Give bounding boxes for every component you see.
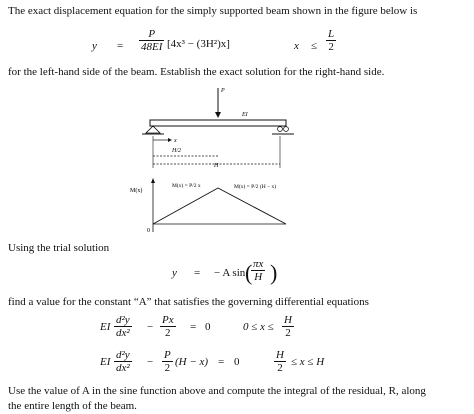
eq1-num: P (148, 28, 156, 40)
x-dim-arrow (168, 138, 172, 142)
eq1-cond-lhs: x (294, 40, 299, 52)
m-axis-arrow (151, 178, 155, 183)
eq2-fraction (251, 258, 265, 283)
gde2-cond-right: ≤ x ≤ H (291, 356, 325, 368)
eq1-den: 48EI (141, 41, 163, 53)
left-moment-label: M(x) = P/2 x (172, 183, 201, 189)
eq2-rhs: − A sin (214, 267, 246, 279)
gde1-den: dx² (116, 327, 130, 339)
m-axis-label: M(x) (130, 188, 143, 194)
eq2-equals: = (194, 267, 201, 279)
ei-label: EI (242, 112, 248, 118)
gde2-paren: (H − x) (175, 356, 209, 368)
origin-label: 0 (147, 228, 150, 234)
load-label: P (221, 88, 225, 94)
eq2-open-paren: ( (245, 260, 253, 285)
gde1-cond: 0 ≤ x ≤ (243, 321, 274, 333)
eq1-fraction (139, 28, 164, 53)
eq1-cond-op: ≤ (311, 40, 318, 52)
gde2-deriv (114, 349, 132, 374)
eq1-cond-num: L (328, 28, 335, 40)
right-moment-label: M(x) = P/2 (H − x) (234, 184, 277, 190)
gde1-cond-den: 2 (282, 326, 294, 339)
gde1-equals: = (190, 321, 197, 333)
gde2-cond-fraction (274, 349, 286, 374)
gde2-fnum: P (164, 349, 171, 361)
intro-text: The exact displacement equation for the simply supported beam shown in the figure below is (8, 5, 418, 17)
gde2-den: dx² (116, 362, 130, 374)
moment-curve (153, 188, 286, 224)
lhs-rhs-text: for the left-hand side of the beam. Establish the exact solution for the right-hand side. (8, 66, 385, 78)
gde1-deriv (114, 314, 132, 339)
eq1-equals: = (117, 40, 124, 52)
integral-text-2: the entire length of the beam. (8, 400, 137, 412)
gde2-fraction (162, 349, 173, 374)
left-support (146, 126, 160, 133)
gde2-minus: − (147, 356, 154, 368)
eq1-rhs: [4x³ − (3H²)x] (167, 38, 230, 50)
x-label: x (174, 138, 177, 144)
gde1-minus: − (147, 321, 154, 333)
gde1-num: d²y (116, 314, 130, 326)
gde2-cond-num: H (276, 349, 284, 361)
gde1-cond-num: H (284, 314, 292, 326)
right-roller-2 (284, 127, 289, 132)
h-label: H (214, 163, 219, 169)
eq2-den: H (251, 270, 265, 283)
eq1-cond-fraction (326, 28, 336, 53)
integral-text-1: Use the value of A in the sine function above and compute the integral of the residual, R, along (8, 385, 426, 397)
eq1-cond-den: 2 (326, 40, 336, 53)
gde2-zero: 0 (234, 356, 240, 368)
gde2-ei: EI (100, 356, 111, 368)
gde2-cond-den: 2 (274, 361, 286, 374)
eq2-close-paren: ) (270, 260, 278, 285)
gde1-zero: 0 (205, 321, 211, 333)
gde1-cond-fraction (282, 314, 294, 339)
gde2-equals: = (218, 356, 225, 368)
eq2-num: πx (253, 258, 264, 270)
beam-figure (130, 84, 298, 234)
gde1-fden: 2 (160, 326, 176, 339)
constant-text: find a value for the constant “A” that satisfies the governing differential equations (8, 296, 369, 308)
beam-body (150, 120, 286, 126)
gde1-ei: EI (100, 321, 111, 333)
eq1-lhs: y (92, 40, 97, 52)
gde2-fden: 2 (162, 361, 173, 374)
gde1-fnum: Px (162, 314, 174, 326)
gde2-num: d²y (116, 349, 130, 361)
half-label: H/2 (172, 148, 181, 154)
trial-text: Using the trial solution (8, 242, 110, 254)
load-arrowhead (215, 112, 221, 118)
eq2-lhs: y (172, 267, 177, 279)
right-roller (278, 127, 283, 132)
gde1-fraction (160, 314, 176, 339)
